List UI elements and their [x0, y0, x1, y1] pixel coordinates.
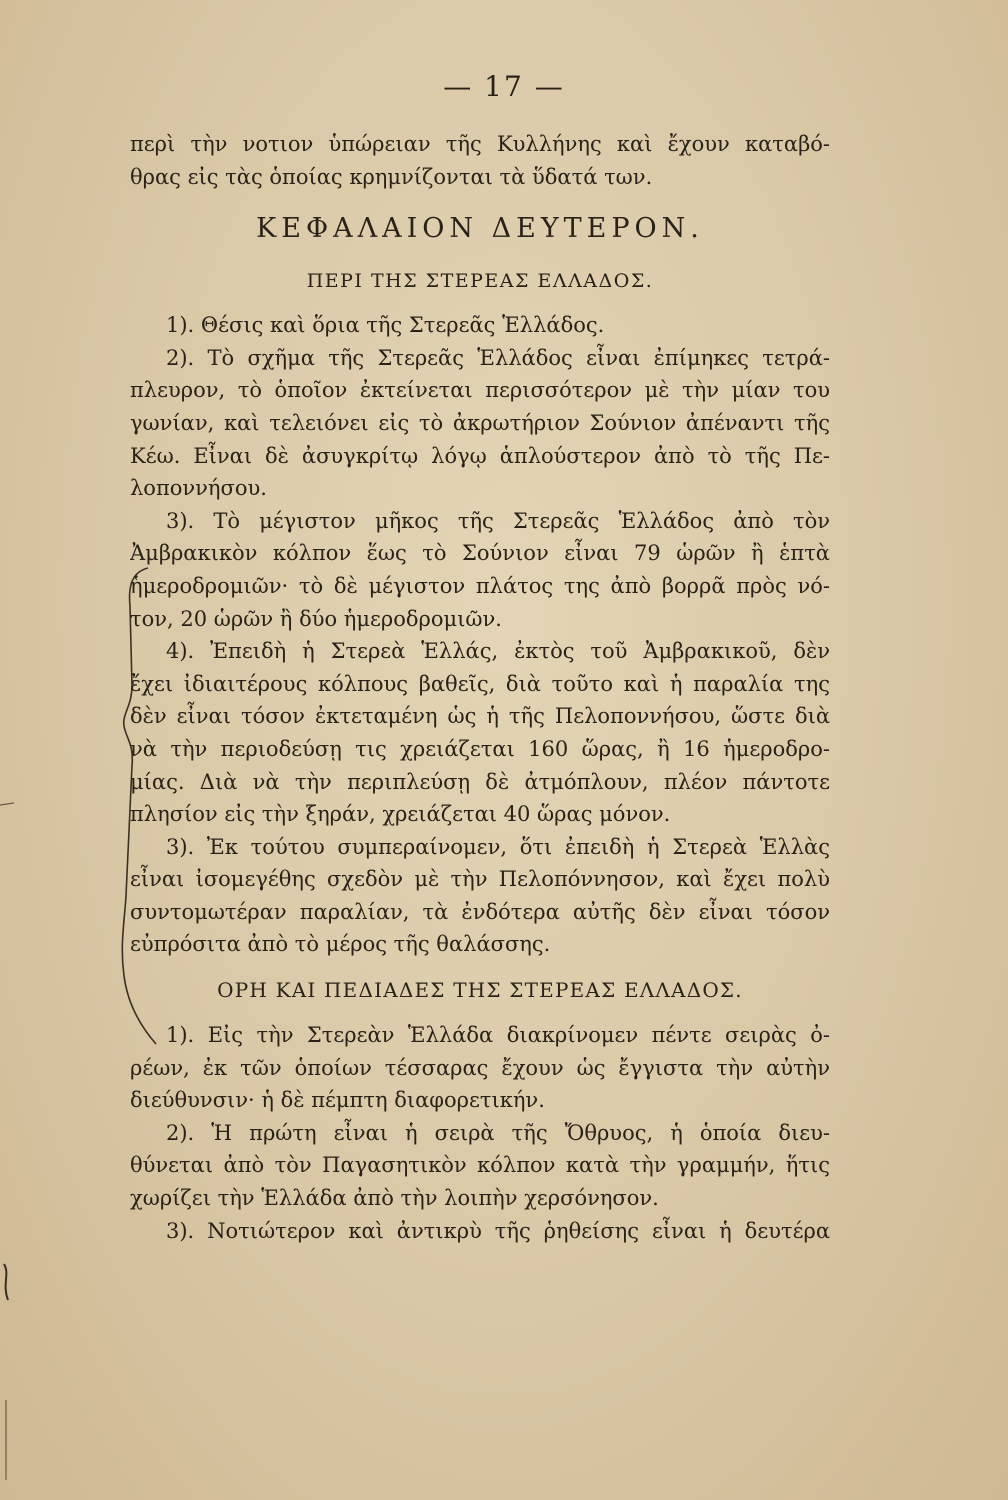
text-line: πλευρον, τὸ ὁποῖον ἐκτείνεται περισσότερον μὲ τὴν μίαν του [130, 378, 830, 403]
text-line: 1). Εἰς τὴν Στερεὰν Ἑλλάδα διακρίνομεν πέντε σειρὰς ὀ- [166, 1023, 830, 1048]
edge-ink-mark [0, 1262, 14, 1302]
text-line: ἔχει ἰδιαιτέρους κόλπους βαθεῖς, διὰ τοῦτο καὶ ἡ παραλία της [130, 671, 830, 696]
section-title: ΟΡΗ ΚΑΙ ΠΕΔΙΑΔΕΣ ΤΗΣ ΣΤΕΡΕΑΣ ΕΛΛΑΔΟΣ. [217, 978, 743, 1003]
text-line: 1). Θέσις καὶ ὅρια τῆς Στερεᾶς Ἑλλάδος. [166, 313, 605, 338]
text-line: εἶναι ἰσομεγέθης σχεδὸν μὲ τὴν Πελοπόννησον, καὶ ἔχει πολὺ [130, 867, 830, 892]
text-line: περὶ τὴν νοτιον ὑπώρειαν τῆς Κυλλήνης καὶ ἔχουν καταβό- [130, 132, 830, 156]
text-line: Κέω. Εἶναι δὲ ἀσυγκρίτῳ λόγῳ ἁπλούστερον ἀπὸ τὸ τῆς Πε- [130, 443, 830, 468]
text-line: γωνίαν, καὶ τελειόνει εἰς τὸ ἀκρωτήριον Σούνιον ἀπέναντι τῆς [130, 410, 830, 435]
text-line: ρέων, ἐκ τῶν ὁποίων τέσσαρας ἔχουν ὡς ἔγγιστα τὴν αὐτὴν [130, 1055, 830, 1080]
body-text [130, 128, 830, 1247]
text-line: πλησίον εἰς τὴν ξηράν, χρειάζεται 40 ὥρας μόνον. [130, 802, 671, 827]
text-line: 3). Νοτιώτερον καὶ ἀντικρὺ τῆς ῥηθείσης εἶναι ἡ δευτέρα [166, 1218, 830, 1243]
text-line: νὰ τὴν περιοδεύσῃ τις χρειάζεται 160 ὥρας, ἢ 16 ἡμεροδρο- [130, 736, 830, 761]
text-line: θρας εἰς τὰς ὁποίας κρημνίζονται τὰ ὕδατά των. [130, 164, 653, 189]
text-line: συντομωτέραν παραλίαν, τὰ ἐνδότερα αὐτῆς δὲν εἶναι τόσον [130, 899, 830, 924]
text-line: 2). Ἡ πρώτη εἶναι ἡ σειρὰ τῆς Ὄθρυος, ἡ ὁποία διευ- [166, 1120, 830, 1145]
section-title: ΠΕΡΙ ΤΗΣ ΣΤΕΡΕΑΣ ΕΛΛΑΔΟΣ. [306, 270, 654, 293]
text-line: τον, 20 ὡρῶν ἢ δύο ἡμεροδρομιῶν. [130, 606, 502, 631]
text-line: εὐπρόσιτα ἀπὸ τὸ μέρος τῆς θαλάσσης. [130, 932, 551, 957]
edge-scratch-mark [0, 790, 14, 820]
page-number: — 17 — [443, 70, 565, 103]
text-line: 2). Τὸ σχῆμα τῆς Στερεᾶς Ἑλλάδος εἶναι ἐπίμηκες τετρά- [166, 345, 830, 370]
edge-line-mark [0, 1400, 14, 1480]
text-line: μίας. Διὰ νὰ τὴν περιπλεύσῃ δὲ ἀτμόπλουν, πλέον πάντοτε [130, 769, 830, 794]
text-line: διεύθυνσιν· ἡ δὲ πέμπτη διαφορετικήν. [130, 1088, 545, 1113]
text-line: ἡμεροδρομιῶν· τὸ δὲ μέγιστον πλάτος της ἀπὸ βορρᾶ πρὸς νό- [130, 573, 830, 598]
text-line: 4). Ἐπειδὴ ἡ Στερεὰ Ἑλλάς, ἐκτὸς τοῦ Ἀμβρακικοῦ, δὲν [166, 639, 830, 664]
text-line: λοποννήσου. [130, 476, 267, 501]
text-line: χωρίζει τὴν Ἑλλάδα ἀπὸ τὴν λοιπὴν χερσόνησον. [130, 1186, 659, 1211]
text-line: Ἀμβρακικὸν κόλπον ἕως τὸ Σούνιον εἶναι 79 ὡρῶν ἢ ἑπτὰ [130, 541, 830, 566]
text-line: δὲν εἶναι τόσον ἐκτεταμένη ὡς ἡ τῆς Πελοποννήσου, ὥστε διὰ [130, 704, 830, 729]
text-line: θύνεται ἀπὸ τὸν Παγασητικὸν κόλπον κατὰ τὴν γραμμήν, ἥτις [130, 1153, 830, 1178]
text-line: 3). Τὸ μέγιστον μῆκος τῆς Στερεᾶς Ἑλλάδος ἀπὸ τὸν [166, 508, 830, 533]
text-line: 3). Ἐκ τούτου συμπεραίνομεν, ὅτι ἐπειδὴ ἡ Στερεὰ Ἑλλὰς [166, 834, 830, 859]
chapter-title: ΚΕΦΑΛΑΙΟΝ ΔΕΥΤΕΡΟΝ. [256, 213, 704, 245]
